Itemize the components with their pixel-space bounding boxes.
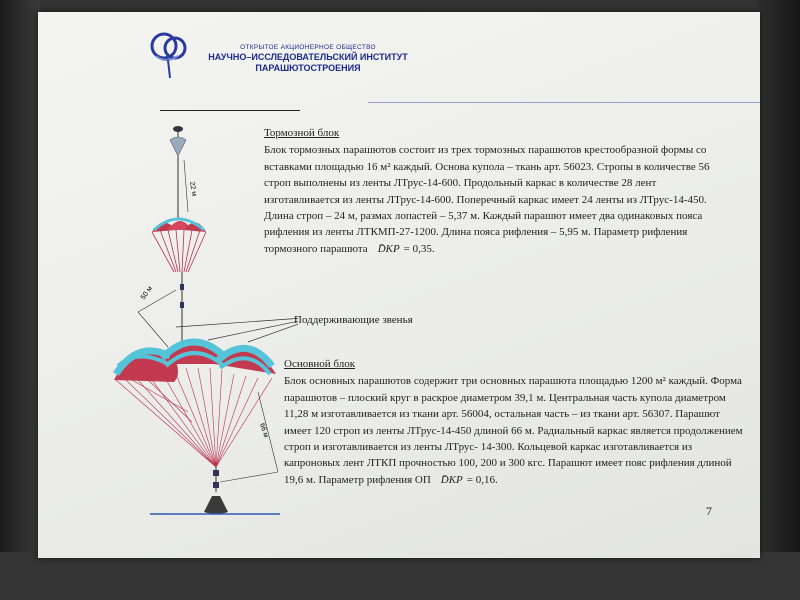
header-rule [368, 102, 760, 103]
room-wall-left [0, 0, 40, 600]
slide-header [148, 44, 468, 73]
org-type: ОТКРЫТОЕ АКЦИОНЕРНОЕ ОБЩЕСТВО [240, 44, 376, 51]
room-floor [0, 552, 800, 600]
mid-line-label: 50 м [139, 285, 154, 302]
pilot-canopy-small [170, 137, 186, 156]
main-block-section [284, 356, 744, 488]
brake-param-value: = 0,35. [403, 242, 435, 255]
brake-block-title: Тормозной блок [264, 127, 340, 139]
main-suspension-lines [116, 368, 272, 467]
main-block-body: Блок основных парашютов содержит три основных парашюта площадью 1200 м² каждый. Форма парашютов – плоский круг в раскрое диаметром 39,1 м. Центральная часть купола диаметром 11,28 м изготавливается из ткани арт. 56004, остальная часть – из ткани арт. 56307. Парашют имеет 120 строп из ленты ЛТрус-14-450 длиной 66 м. Радиальный каркас является продолжением строп и изготавливается из ленты ЛТрус- 14-300. Кольцевой каркас изготавливается из капроновых лент ЛТКП прочностью 100, 200 и 300 кгс. Парашют имеет пояс рифления длиной 19,6 м. Параметр рифления ОП [284, 375, 743, 486]
brake-block-body: Блок тормозных парашютов состоит из трех тормозных парашютов крестообразной формы со вставками площадью 16 м² каждый. Основа купола – ткань арт. 56023. Стропы в количестве 56 строп выполнены из ленты ЛТрус-14-600. Продольный каркас в количестве 28 лент изготавливается из ленты ЛТрус-14-600. Поперечный каркас имеет 24 ленты из ЛТрус-14-450. Длина строп – 24 м, размах лопастей – 5,37 м. Каждый парашют имеет два одинаковых пояса рифления из ленты ЛТКМП-27-1200. Длина пояса рифления – 5,95 м. Параметр рифления тормозного парашюта [264, 144, 710, 255]
short-line-label: 22 м [188, 181, 198, 197]
org-name-line2: ПАРАШЮТОСТРОЕНИЯ [255, 63, 361, 73]
supporting-links-label: Поддерживающие звенья [294, 314, 413, 326]
org-name-line1: НАУЧНО–ИССЛЕДОВАТЕЛЬСКИЙ ИНСТИТУТ [208, 52, 408, 62]
room-wall-right [758, 0, 800, 600]
brake-block-section [264, 125, 734, 257]
room-wall-top [0, 0, 800, 12]
brake-parachutes [152, 219, 206, 272]
projected-slide [38, 12, 760, 558]
long-line-label: 66 м [258, 422, 270, 439]
main-block-title: Основной блок [284, 358, 356, 370]
pilot-chute [173, 126, 183, 132]
diagram-top-rule [160, 110, 300, 111]
brake-param-symbol: D̄КР [377, 242, 400, 255]
page-number: 7 [706, 504, 712, 518]
main-param-symbol: D̄КР [440, 473, 463, 486]
main-parachutes [114, 342, 276, 382]
main-param-value: = 0,16. [466, 473, 498, 486]
descent-capsule [204, 496, 228, 514]
